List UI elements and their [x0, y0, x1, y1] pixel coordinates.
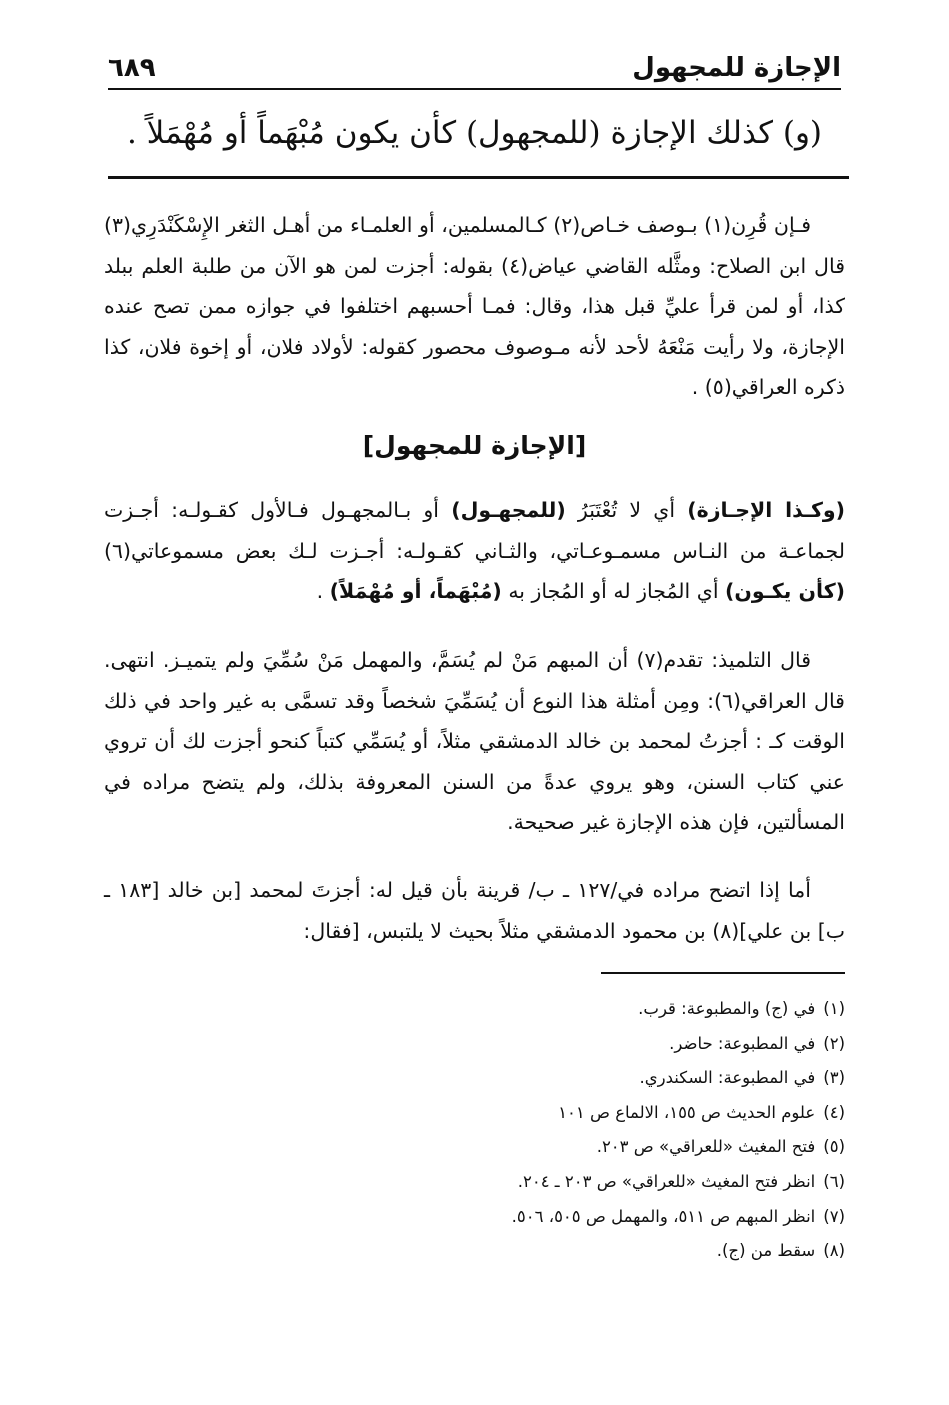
paragraph-text — [104, 490, 845, 612]
page-number: ٦٨٩ — [108, 53, 156, 83]
footnotes-list — [110, 992, 845, 1269]
paragraph-text: قال التلميذ: تقدم(٧) أن المبهم مَنْ لم يُسَمَّ، والمهمل مَنْ سُمِّيَ ولم يتميـز. انتهى. قال العراقي(٦): ومِن أمثلة هذا النوع أن يُسَمِّيَ شخصاً وقد تسمَّى به غير واحد في ذلك الوقت كـ : أجزتُ لمحمد بن خالد الدمشقي مثلاً، أو يُسَمِّي كتباً كنحو أجزت لك أن تروي عني كتاب السنن، وهو يروي عدةً من السنن المعروفة بذلك، ولم يتضح مراده في المسألتين، فإن هذه الإجازة غير صحيحة. — [104, 648, 845, 834]
footnote-item — [110, 1130, 845, 1165]
paragraph-text: فـإن قُرِن(١) بـوصف خـاص(٢) كـالمسلمين، أو العلمـاء من أهـل الثغر الإِسْكَنْدَرِي(٣) قال ابن الصلاح: ومثَّله القاضي عياض(٤) بقوله: أجزت لمن هو الآن من طلبة العلم ببلد كذا، أو لمن قرأ عليِّ قبل هذا، وقال: فمـا أحسبهم اختلفوا في جوازه ممن تصح عنده الإجازة، ولا رأيت مَنْعَهُ لأحد لأنه مـوصوف محصور كقوله: لأولاد فلان، أو إخوة فلان، كذا ذكره العراقي(٥) . — [104, 213, 845, 399]
footnote-item — [110, 1061, 845, 1096]
footnote-number: (٧) — [823, 1206, 845, 1226]
footnote-number: (٣) — [823, 1068, 845, 1088]
commentary-text: أو بـالمجهـول فـالأول كقـولـه: أجـزت لجماعـة من النـاس مسمـوعـاتي، والثـاني كقـولـه: أجـزت لـك بعض مسموعاتي(٦) — [104, 498, 845, 563]
footnote-text: في (ج) والمطبوعة: قرب. — [638, 999, 816, 1018]
footnote-item — [110, 992, 845, 1027]
footnote-item — [110, 1027, 845, 1062]
matn-line: (و) كذلك الإجازة (للمجهول) كأن يكون مُبْهَماً أو مُهْمَلاً . — [126, 115, 823, 151]
footnote-number: (٨) — [823, 1241, 845, 1261]
footnote-text: انظر فتح المغيث «للعراقي» ص ٢٠٣ ـ ٢٠٤. — [517, 1171, 816, 1191]
commentary-paragraph-1 — [104, 205, 845, 408]
footnote-text: في المطبوعة: السكندري. — [639, 1068, 816, 1088]
matn-quote: (وكـذا الإجـازة) — [687, 498, 845, 522]
footnote-number: (٤) — [823, 1102, 845, 1122]
footnote-text: فتح المغيث «للعراقي» ص ٢٠٣. — [596, 1137, 816, 1157]
running-title: الإجازة للمجهول — [632, 53, 841, 83]
matn-quote: (للمجهـول) — [451, 498, 566, 522]
footnote-item — [110, 1165, 845, 1200]
footnote-number: (٦) — [823, 1171, 845, 1191]
section-heading: [الإجازة للمجهول] — [362, 431, 587, 460]
commentary-text: . — [316, 579, 330, 603]
commentary-paragraph-2 — [104, 490, 845, 612]
footnote-divider — [601, 972, 845, 974]
footnote-item — [110, 1200, 845, 1235]
commentary-paragraph-3 — [104, 640, 845, 843]
running-header — [108, 48, 841, 90]
matn-quote: (مُبْهَماً، أو مُهْمَلاً) — [329, 579, 502, 603]
paragraph-text: أما إذا اتضح مراده في/١٢٧ ـ ب/ قرينة بأن قيل له: أجزتَ لمحمد [بن خالد [١٨٣ ـ ب] بن علي](٨) بن محمود الدمشقي مثلاً بحيث لا يلتبس، [فقال: — [104, 878, 845, 943]
footnote-text: علوم الحديث ص ١٥٥، الالماع ص ١٠١ — [558, 1102, 816, 1122]
footnote-item — [110, 1096, 845, 1131]
commentary-paragraph-4 — [104, 870, 845, 951]
footnote-number: (٥) — [823, 1137, 845, 1157]
footnote-item — [110, 1234, 845, 1269]
commentary-text: أي لا تُعْتَبَرُ — [565, 498, 688, 522]
footnote-text: سقط من (ج). — [716, 1241, 816, 1261]
matn-divider — [108, 176, 849, 179]
footnote-number: (١) — [823, 999, 845, 1018]
commentary-text: أي المُجاز له أو المُجاز به — [501, 579, 726, 603]
footnote-number: (٢) — [823, 1033, 845, 1053]
matn-quote: (كأن يكـون) — [725, 579, 845, 603]
footnote-text: في المطبوعة: حاضر. — [669, 1033, 816, 1053]
footnote-text: انظر المبهم ص ٥١١، والمهمل ص ٥٠٥، ٥٠٦. — [511, 1206, 816, 1226]
